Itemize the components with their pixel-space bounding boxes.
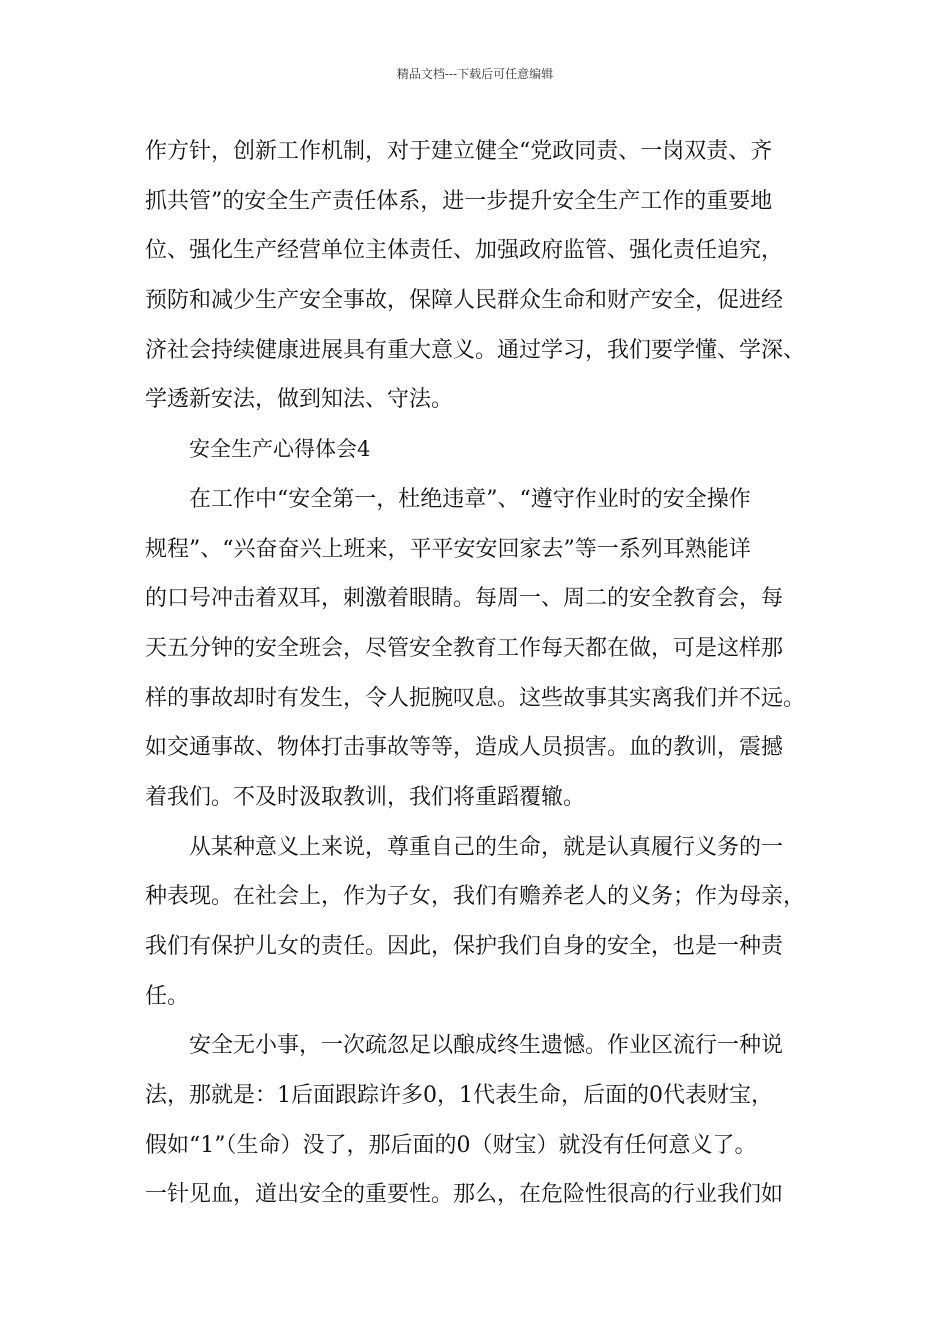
- text-line: 着我们。不及时汲取教训，我们将重蹈覆辙。: [145, 784, 586, 810]
- page-header: 精品文档---下载后可任意编辑: [396, 67, 554, 81]
- text-line: 位、强化生产经营单位主体责任、加强政府监管、强化责任追究，: [145, 238, 784, 264]
- text-line: 一针见血，道出安全的重要性。那么，在危险性很高的行业我们如: [145, 1182, 784, 1208]
- text-line: 任。: [145, 983, 190, 1009]
- paragraph-first-line: 安全无小事，一次疏忽足以酿成终生遗憾。作业区流行一种说: [189, 1033, 784, 1059]
- paragraph-first-line: 在工作中“安全第一，杜绝违章”、“遵守作业时的安全操作: [189, 486, 751, 512]
- text-line: 学透新安法，做到知法、守法。: [145, 387, 454, 413]
- text-line: 样的事故却时有发生，令人扼腕叹息。这些故事其实离我们并不远。: [145, 685, 806, 711]
- text-line: 如交通事故、物体打击事故等等，造成人员损害。血的教训，震撼: [145, 735, 784, 761]
- text-line: 作方针，创新工作机制，对于建立健全“党政同责、一岗双责、齐: [145, 139, 773, 164]
- text-line: 预防和减少生产安全事故，保障人民群众生命和财产安全，促进经: [145, 288, 784, 314]
- section-heading: 安全生产心得体会4: [189, 437, 371, 462]
- paragraph-first-line: 从某种意义上来说，尊重自己的生命，就是认真履行义务的一: [189, 834, 784, 860]
- text-line: 天五分钟的安全班会，尽管安全教育工作每天都在做，可是这样那: [145, 635, 784, 661]
- text-line: 假如“1”（生命）没了，那后面的0（财宝）就没有任何意义了。: [145, 1132, 757, 1158]
- text-line: 规程”、“兴奋奋兴上班来，平平安安回家去”等一系列耳熟能详: [145, 536, 751, 562]
- document-body: [145, 127, 825, 1220]
- text-line: 抓共管”的安全生产责任体系，进一步提升安全生产工作的重要地: [145, 188, 773, 214]
- text-line: 种表现。在社会上，作为子女，我们有赡养老人的义务；作为母亲，: [145, 884, 806, 910]
- text-line: 我们有保护儿女的责任。因此，保护我们自身的安全，也是一种责: [145, 934, 784, 959]
- text-line: 法，那就是：1后面跟踪许多0，1代表生命，后面的0代表财宝，: [145, 1083, 773, 1109]
- text-line: 济社会持续健康进展具有重大意义。通过学习，我们要学懂、学深、: [145, 337, 806, 363]
- text-line: 的口号冲击着双耳，刺激着眼睛。每周一、周二的安全教育会，每: [145, 586, 784, 612]
